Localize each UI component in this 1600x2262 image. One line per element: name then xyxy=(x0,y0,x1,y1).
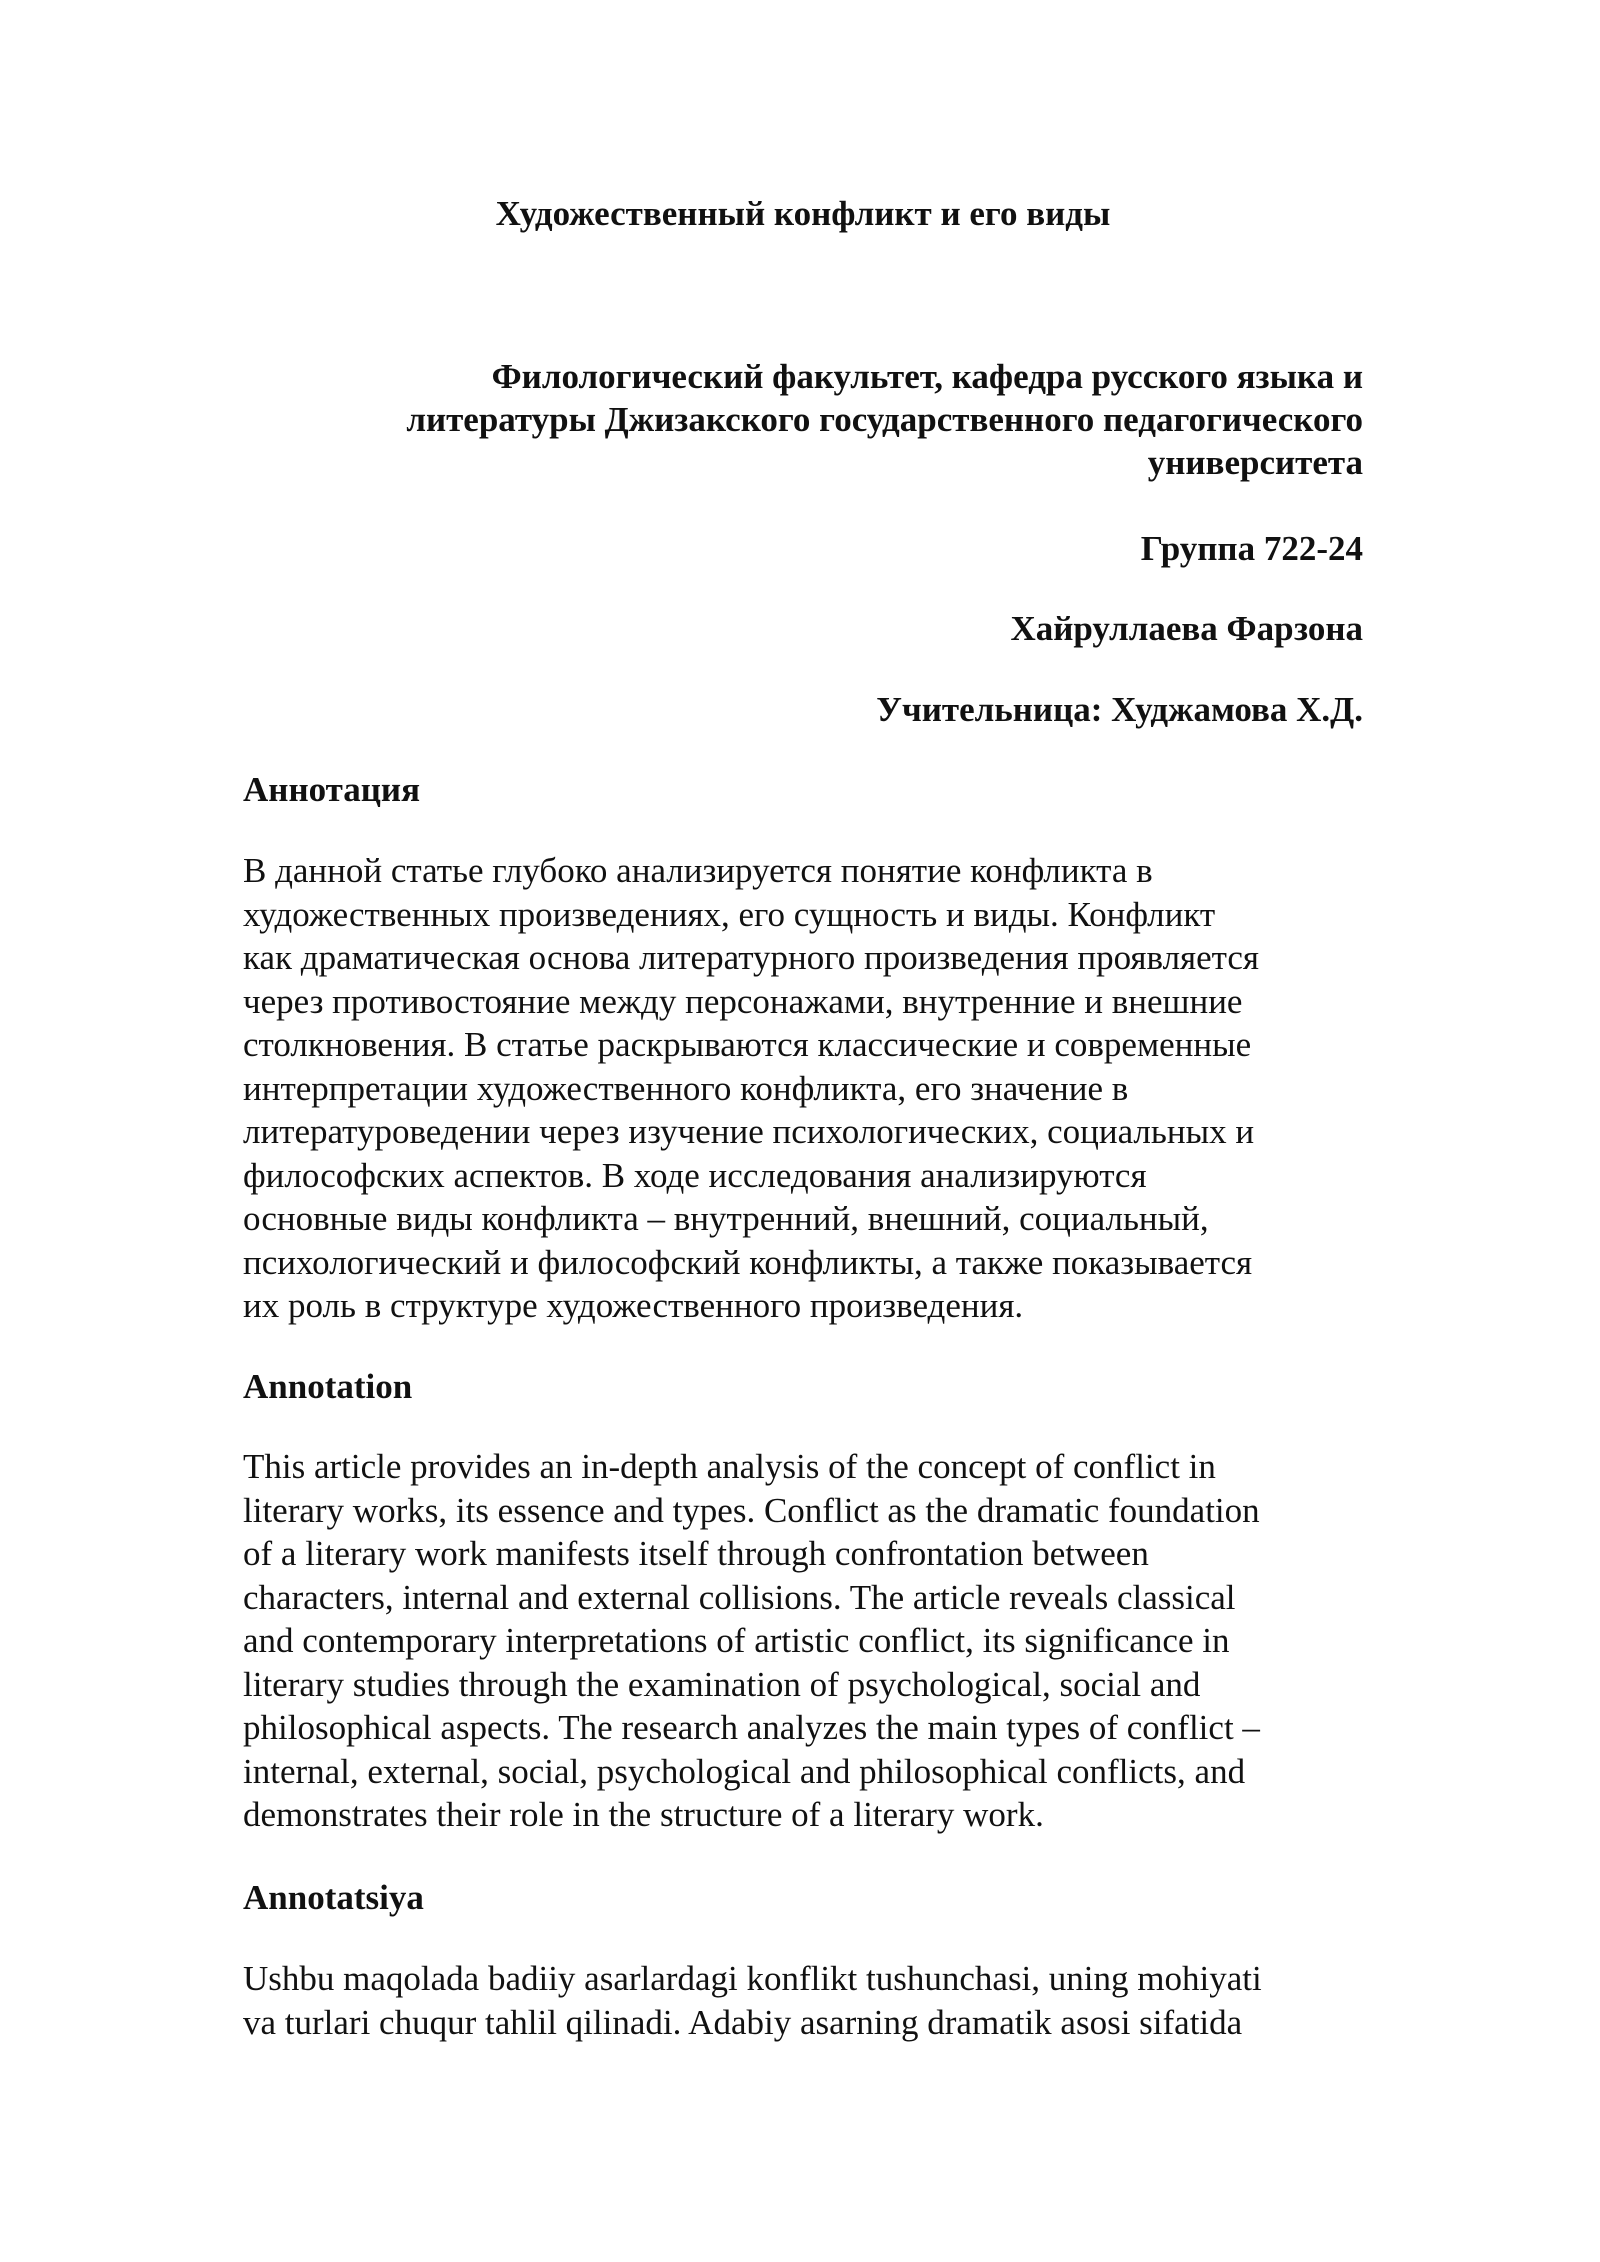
section-body-en xyxy=(243,1445,1363,1837)
body-line: как драматическая основа литературного произведения проявляется xyxy=(243,938,1260,977)
section-heading-uz: Annotatsiya xyxy=(243,1878,424,1917)
body-line: va turlari chuqur tahlil qilinadi. Adabiy asarning dramatik asosi sifatida xyxy=(243,2002,1243,2042)
body-line: литературоведении через изучение психологических, социальных и xyxy=(243,1112,1255,1151)
body-line: internal, external, social, psychological and philosophical conflicts, and xyxy=(243,1751,1246,1791)
body-line: characters, internal and external collisions. The article reveals classical xyxy=(243,1577,1236,1617)
body-line: philosophical aspects. The research analyzes the main types of conflict – xyxy=(243,1708,1260,1747)
body-line: В данной статье глубоко анализируется понятие конфликта в xyxy=(243,851,1153,890)
affiliation-line: университета xyxy=(1147,443,1363,482)
author-name: Хайруллаева Фарзона xyxy=(1010,609,1363,648)
affiliation-line: литературы Джизакского государственного педагогического xyxy=(406,400,1363,439)
body-line: Ushbu maqolada badiiy asarlardagi konflikt tushunchasi, uning mohiyati xyxy=(243,1959,1262,1998)
body-line: of a literary work manifests itself through confrontation between xyxy=(243,1534,1149,1573)
body-line: философских аспектов. В ходе исследования анализируются xyxy=(243,1155,1147,1195)
body-line: столкновения. В статье раскрываются классические и современные xyxy=(243,1025,1252,1064)
section-heading-en: Annotation xyxy=(243,1367,413,1406)
article-title: Художественный конфликт и его виды xyxy=(495,194,1111,233)
affiliation xyxy=(243,355,1363,484)
body-line: психологический и философский конфликты, а также показывается xyxy=(243,1242,1253,1282)
body-line: через противостояние между персонажами, внутренние и внешние xyxy=(243,981,1243,1021)
affiliation-line: Филологический факультет, кафедра русского языка и xyxy=(491,357,1363,396)
section-body-uz xyxy=(243,1957,1363,2044)
body-line: художественных произведениях, его сущность и виды. Конфликт xyxy=(243,894,1216,934)
body-line: интерпретации художественного конфликта, его значение в xyxy=(243,1068,1129,1108)
group-label: Группа 722-24 xyxy=(1140,529,1363,568)
body-line: This article provides an in-depth analysis of the concept of conflict in xyxy=(243,1447,1216,1486)
body-line: demonstrates their role in the structure of a literary work. xyxy=(243,1795,1044,1834)
body-line: основные виды конфликта – внутренний, внешний, социальный, xyxy=(243,1199,1209,1238)
section-heading-ru: Аннотация xyxy=(243,770,421,809)
teacher-name: Учительница: Худжамова Х.Д. xyxy=(876,690,1363,729)
section-body-ru xyxy=(243,849,1363,1328)
body-line: literary studies through the examination of psychological, social and xyxy=(243,1664,1201,1704)
body-line: literary works, its essence and types. Conflict as the dramatic foundation xyxy=(243,1490,1260,1530)
body-line: их роль в структуре художественного произведения. xyxy=(243,1286,1024,1325)
body-line: and contemporary interpretations of artistic conflict, its significance in xyxy=(243,1621,1230,1660)
